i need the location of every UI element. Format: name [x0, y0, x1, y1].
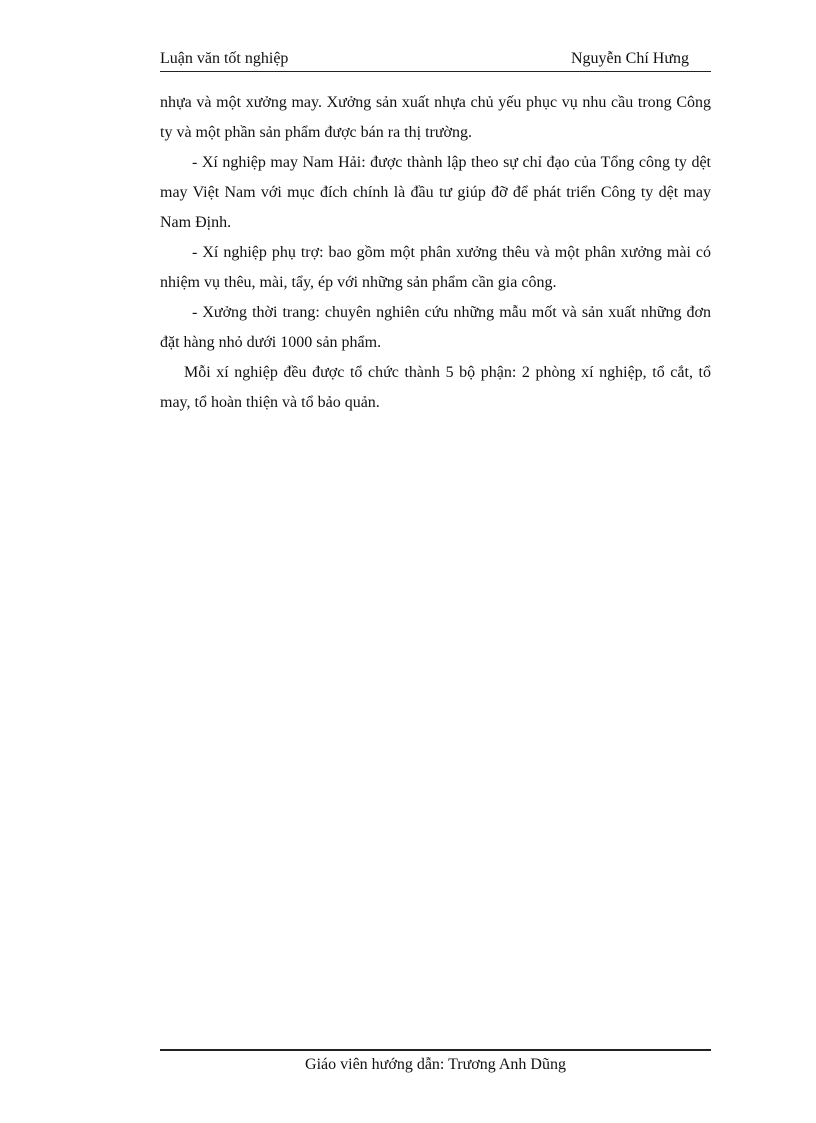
paragraph-continuation: nhựa và một xưởng may. Xưởng sản xuất nhựa chủ yếu phục vụ nhu cầu trong Công ty và một phần sản phẩm được bán ra thị trường. — [160, 94, 711, 141]
footer-divider — [160, 1049, 711, 1051]
paragraph-phu-tro: - Xí nghiệp phụ trợ: bao gồm một phân xưởng thêu và một phân xưởng mài có nhiệm vụ thêu, mài, tẩy, ép với những sản phẩm cần gia công. — [160, 244, 711, 291]
thesis-title: Luận văn tốt nghiệp — [160, 50, 289, 67]
header-divider — [160, 71, 711, 72]
page-footer: Giáo viên hướng dẫn: Trương Anh Dũng — [305, 1056, 566, 1073]
author-name: Nguyễn Chí Hưng — [571, 50, 689, 67]
page-body — [160, 88, 711, 418]
paragraph-thoi-trang: - Xưởng thời trang: chuyên nghiên cứu những mẫu mốt và sản xuất những đơn đặt hàng nhỏ dưới 1000 sản phẩm. — [160, 304, 711, 351]
page-header — [160, 48, 711, 70]
paragraph-to-chuc: Mỗi xí nghiệp đều được tổ chức thành 5 bộ phận: 2 phòng xí nghiệp, tổ cắt, tổ may, tổ hoàn thiện và tổ bảo quản. — [160, 364, 711, 411]
paragraph-nam-hai: - Xí nghiệp may Nam Hải: được thành lập theo sự chỉ đạo của Tổng công ty dệt may Việt Nam với mục đích chính là đầu tư giúp đỡ để phát triển Công ty dệt may Nam Định. — [160, 154, 711, 231]
